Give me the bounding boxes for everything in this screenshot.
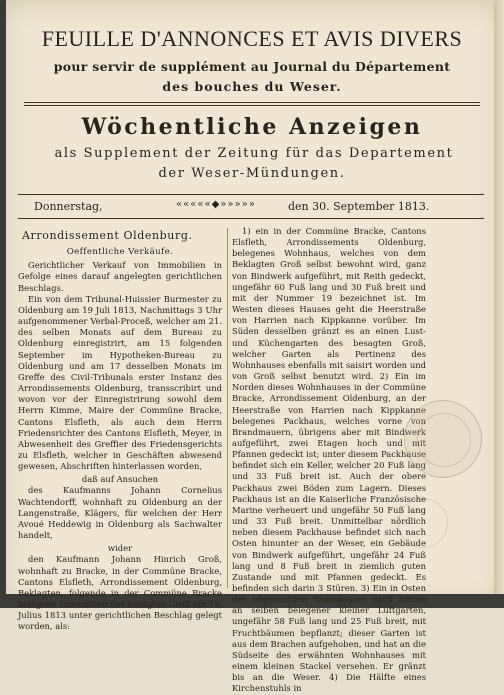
masthead-subtitle-line2: des bouches du Weser.	[162, 79, 342, 94]
paragraph: wider	[107, 543, 133, 554]
column-divider	[227, 228, 228, 588]
masthead-divider-top	[24, 102, 480, 103]
section-title: Oeffentliche Verkäufe.	[66, 247, 174, 258]
left-column	[18, 226, 222, 632]
left-scan-edge	[0, 0, 6, 608]
masthead-divider-top-2	[24, 105, 480, 106]
paragraph: Ein von dem Tribunal-Huissier Burmester zu Oldenburg am 19 Juli 1813, Nachmittags 3 Uhr aufgenommener Verbal-Proceß, welcher am 21. des selben Monats auf dem Bureau zu Oldenburg einregistrirt, am 15 folgenden September im Hypotheken-Bureau zu Oldenburg und am 17 desselben Monats im Greffe des Civil-Tribunals erster Instanz des Arrondissements Oldenburg, transscribirt und wovon vor der Einregistrirung sowohl dem Herrn Kimme, Maire der Commüne Bracke, Cantons Elsfleth, als auch dem Herrn Friedensrichter des Cantons Elsfleth, Meyer, in Abwesenheit des Greffier des Friedensgerichts zu Elsfleth, welcher in Geschäften abwesend gewesen, Abschriften hinterlassen worden,	[18, 293, 222, 472]
arrondissement-heading: Arrondissement Oldenburg.	[22, 229, 193, 242]
masthead-subtitle-line1: pour servir de supplément au Journal du Département	[53, 59, 451, 74]
faint-stamp	[398, 498, 448, 548]
paragraph: des Kaufmanns Johann Cornelius Wachtendorff, wohnhaft zu Oldenburg an der Langenstraße, Klägers, für welchen der Herr Avoué Heddewig in Oldenburg als Sachwalter handelt,	[18, 485, 222, 541]
dateline-date: den 30. September 1813.	[288, 200, 430, 213]
library-stamp-inner-ring	[417, 413, 471, 467]
german-subtitle-line2: als Supplement der Zeitung für das Departement	[54, 146, 454, 161]
library-stamp	[404, 400, 482, 478]
paragraph: den Kaufmann Johann Hinrich Groß, wohnhaft zu Bracke, in der Commüne Bracke, Cantons Elsfleth, Arrondissement Oldenburg, Beklagten, folgende in der Commüne Bracke belegene Immobilien des besagten Groß am 19. Julius 1813 unter gerichtlichen Beschlag gelegt worden, als:	[18, 554, 222, 632]
right-page-edge	[494, 0, 504, 608]
masthead-title: FEUILLE D'ANNONCES ET AVIS DIVERS	[41, 26, 463, 51]
dateline-ornament: «««««◆»»»»»	[176, 199, 256, 210]
paragraph: Gerichtlicher Verkauf von Immobilien in Gefolge eines darauf angelegten gerichtlichen Beschlags.	[18, 260, 222, 293]
german-subtitle-line3: der Weser-Mündungen.	[158, 166, 346, 181]
dateline-day: Donnerstag,	[34, 200, 103, 213]
paragraph: 1) ein in der Commüne Bracke, Cantons Elsfleth, Arrondissements Oldenburg, belegenes Wohnhaus, welches von dem Beklagten Groß selbst bewohnt wird, ganz von Bindwerk aufgeführt, mit Reith gedeckt, ungefähr 60 Fuß lang und 30 Fuß breit und mit der Nummer 19 bezeichnet ist. Im Westen dieses Hauses geht die Heerstraße von Harrien nach Kippkanne vorüber. Im Süden desselben gränzt es an einen Lust- und Küchengarten des besagten Groß, welcher Garten als Pertinenz des Wohnhauses ebenfalls mit saisirt worden und von Groß selbst benutzt wird. 2) Ein im Norden dieses Wohnhauses in der Commüne Bracke, Arrondissement Oldenburg, an der Heerstraße von Harrien nach Kippkanne belegenes Packhaus, welches vorne von Brandmauern, übrigens aber mit Bindwerk aufgeführt, zwei Etagen hoch und mit Pfannen gedeckt ist; unter diesem Packhause befindet sich ein Keller, welcher 20 Fuß lang und 33 Fuß breit ist. Auch der obere Packhaus zwei Böden zum Lagern. Dieses Packhaus ist an die Kaiserliche Französische Marine verheuert und ungefähr 50 Fuß lang und 33 Fuß breit. Unmittelbar nördlich neben diesem Packhause befindet sich nach Osten hinunter an der Weser, ein Gebäude von Bindwerk aufgeführt, ungefähr 24 Fuß lang und 8 Fuß breit in ziemlich guten Zustande und mit Pfannen gedeckt. Es befinden sich darin 3 Stüren. 3) Ein in Osten des obgedachten Wohnhauses nach hinten an selben belegener kleiner Luftgarten, ungefähr 58 Fuß lang und 25 Fuß breit, mit Fruchtbäumen bepflanzt; dieser Garten ist aus dem Brachen aufgehoben, und hat an die Südseite des erwähnten Wohnhauses mit einem kleinen Stackel versehen. Er gränzt bis an die Weser. 4) Die Hälfte eines Kirchenstuhls in	[232, 226, 426, 694]
right-column	[232, 226, 426, 695]
german-title: Wöchentliche Anzeigen	[81, 114, 423, 140]
paragraph: daß auf Ansuchen	[81, 474, 159, 485]
dateline-rule-bottom	[18, 218, 484, 219]
dateline-rule-top	[18, 194, 484, 195]
